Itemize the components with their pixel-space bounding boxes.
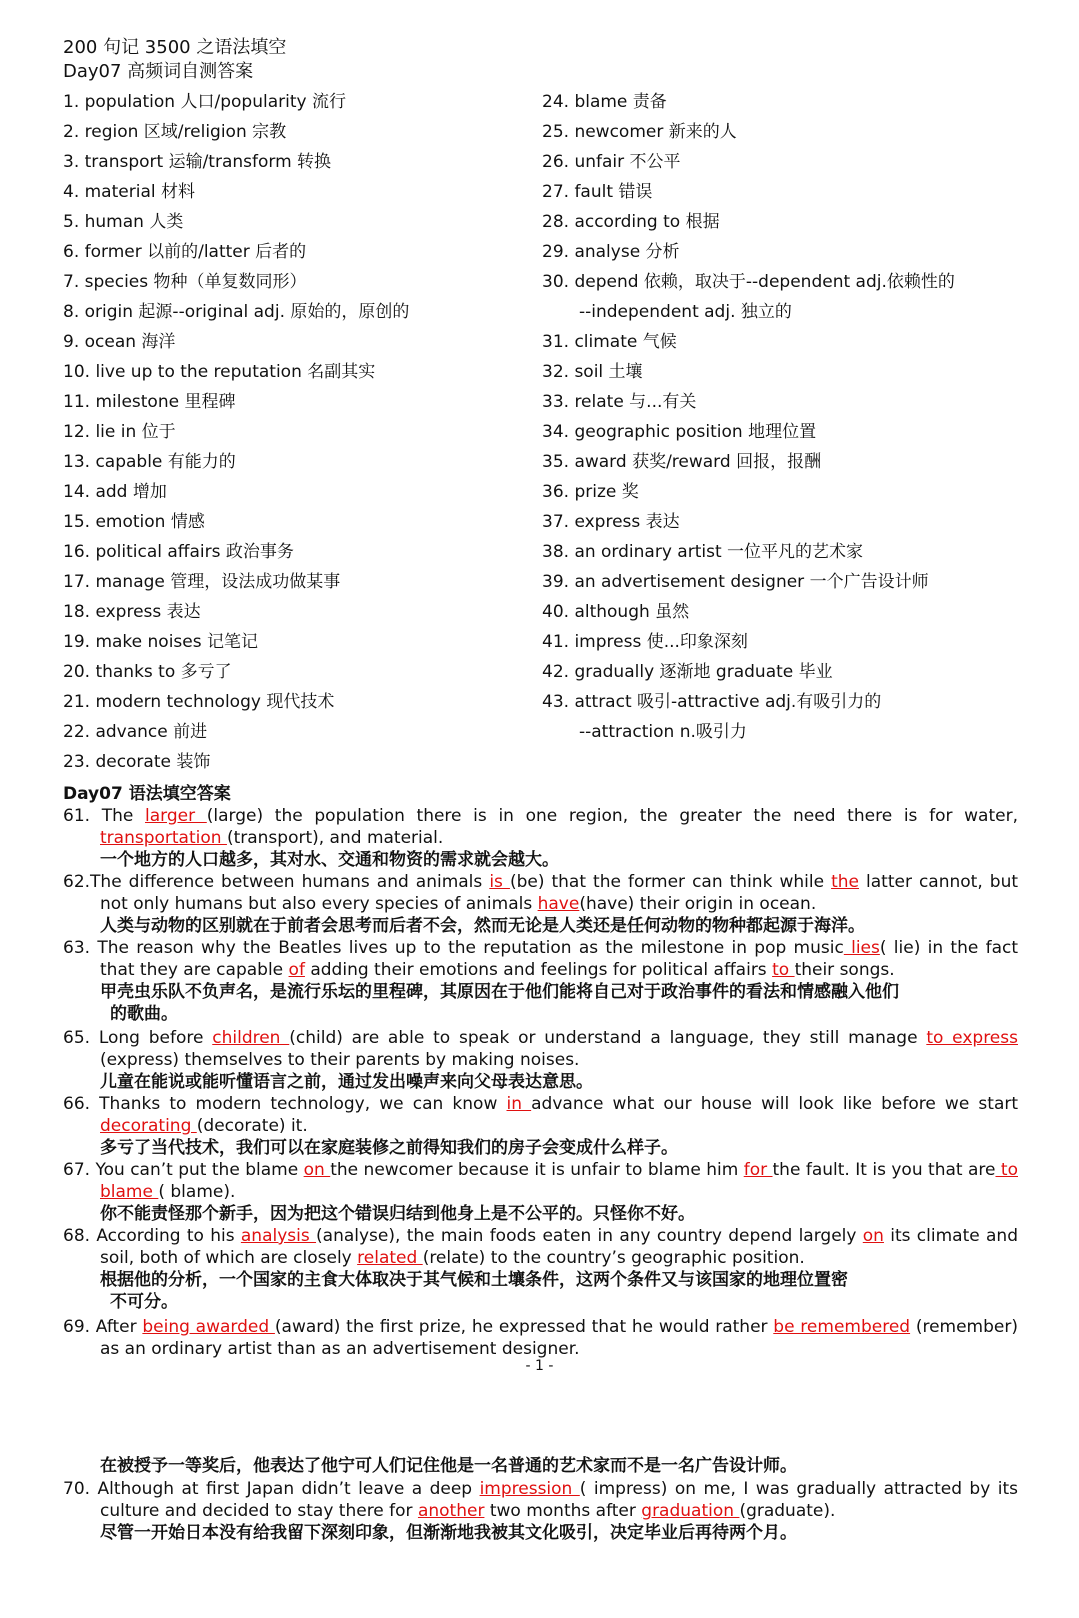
vocab-item: 32. soil 土壤: [542, 362, 643, 382]
answer-blank: transportation: [100, 828, 227, 848]
vocab-item: 17. manage 管理，设法成功做某事: [63, 572, 341, 592]
vocab-item: 14. add 增加: [63, 482, 167, 502]
answer-blank: to blame: [100, 1160, 1018, 1202]
vocab-item: 33. relate 与...有关: [542, 392, 697, 412]
vocab-item: 38. an ordinary artist 一位平凡的艺术家: [542, 542, 864, 562]
vocab-item: 4. material 材料: [63, 182, 195, 202]
vocab-item: 29. analyse 分析: [542, 242, 680, 262]
vocab-item: 27. fault 错误: [542, 182, 653, 202]
vocab-item: 28. according to 根据: [542, 212, 720, 232]
vocab-item: 12. lie in 位于: [63, 422, 176, 442]
vocab-item: 1. population 人口/popularity 流行: [63, 92, 346, 112]
question-67: 67. You can’t put the blame on the newcomer because it is unfair to blame him for the fault. It is you that are to blame ( blame).: [63, 1160, 1018, 1202]
question-block: [63, 805, 1018, 871]
vocab-item: 22. advance 前进: [63, 722, 208, 742]
answer-blank: being awarded: [142, 1317, 275, 1337]
translation-66: 多亏了当代技术，我们可以在家庭装修之前得知我们的房子会变成什么样子。: [100, 1138, 678, 1158]
question-block: [63, 1093, 1018, 1159]
answer-blank: related: [357, 1248, 423, 1268]
vocab-item: 24. blame 责备: [542, 92, 667, 112]
answer-blank: is: [489, 872, 510, 892]
translation-62: 人类与动物的区别就在于前者会思考而后者不会，然而无论是人类还是任何动物的物种都起源于海洋。: [100, 916, 865, 936]
answer-blank: the: [831, 872, 859, 892]
translation-65: 儿童在能说或能听懂语言之前，通过发出噪声来向父母表达意思。: [100, 1072, 593, 1092]
vocab-item: 18. express 表达: [63, 602, 201, 622]
answer-blank: have: [537, 894, 580, 914]
question-62: 62.The difference between humans and animals is (be) that the former can think while the latter cannot, but not only humans but also every species of animals have(have) their origin in ocean.: [63, 872, 1019, 914]
answer-blank: on: [862, 1226, 884, 1246]
vocab-list-right: [542, 87, 955, 747]
vocab-item: 35. award 获奖/reward 回报，报酬: [542, 452, 822, 472]
answer-blank: analysis: [240, 1226, 317, 1246]
vocab-item: 31. climate 气候: [542, 332, 677, 352]
question-63: 63. The reason why the Beatles lives up to the reputation as the milestone in pop music lies( lie) in the fact that they are capable of adding their emotions and feelings for political affairs to their songs.: [63, 938, 1018, 980]
doc-subtitle: Day07 高频词自测答案: [63, 61, 254, 82]
vocab-item: 13. capable 有能力的: [63, 452, 236, 472]
question-block: [63, 871, 1018, 937]
answer-blank: to express: [926, 1028, 1018, 1048]
translation-68-cont: 不可分。: [110, 1292, 178, 1312]
vocab-item: 36. prize 奖: [542, 482, 639, 502]
vocab-item: 30. depend 依赖，取决于--dependent adj.依赖性的: [542, 272, 955, 292]
vocab-item: 15. emotion 情感: [63, 512, 205, 532]
answer-blank: be remembered: [773, 1317, 911, 1337]
question-61: 61. The larger (large) the population there is in one region, the greater the need there is for water, transportation (transport), and material.: [63, 806, 1018, 848]
answer-blank: decorating: [100, 1116, 197, 1136]
vocab-item: 3. transport 运输/transform 转换: [63, 152, 332, 172]
vocab-item: 11. milestone 里程碑: [63, 392, 236, 412]
translation-67: 你不能责怪那个新手，因为把这个错误归结到他身上是不公平的。只怪你不好。: [100, 1204, 695, 1224]
answer-blank: graduation: [641, 1501, 740, 1521]
translation-63: 甲壳虫乐队不负声名，是流行乐坛的里程碑，其原因在于他们能将自己对于政治事件的看法和情感融入他们: [100, 982, 899, 1002]
question-block: [63, 937, 1018, 1025]
vocab-item: 5. human 人类: [63, 212, 184, 232]
question-65: 65. Long before children (child) are able to speak or understand a language, they still manage to express (express) themselves to their parents by making noises.: [63, 1028, 1018, 1070]
answer-blank: children: [212, 1028, 290, 1048]
vocab-item: 6. former 以前的/latter 后者的: [63, 242, 307, 262]
vocab-item: 20. thanks to 多亏了: [63, 662, 232, 682]
doc-title: 200 句记 3500 之语法填空: [63, 37, 287, 58]
question-69: 69. After being awarded (award) the first prize, he expressed that he would rather be remembered (remember) as an ordinary artist than as an advertisement designer.: [63, 1317, 1018, 1359]
answer-blank: lies: [843, 938, 880, 958]
question-68: 68. According to his analysis (analyse), the main foods eaten in any country depend largely on its climate and soil, both of which are closely related (relate) to the country’s geographic position.: [63, 1226, 1018, 1268]
page-number: - 1 -: [525, 1358, 554, 1374]
answer-blank: larger: [145, 806, 207, 826]
question-block: [63, 1027, 1018, 1093]
vocab-item: 23. decorate 装饰: [63, 752, 211, 772]
vocab-item: 7. species 物种（单复数同形）: [63, 272, 307, 292]
vocab-item: 40. although 虽然: [542, 602, 690, 622]
vocab-item: 39. an advertisement designer 一个广告设计师: [542, 572, 929, 592]
vocab-item-continuation: --attraction n.吸引力: [579, 722, 747, 742]
vocab-item: 43. attract 吸引-attractive adj.有吸引力的: [542, 692, 882, 712]
vocab-item: 8. origin 起源--original adj. 原始的，原创的: [63, 302, 410, 322]
answer-blank: in: [506, 1094, 532, 1114]
vocab-item: 2. region 区域/religion 宗教: [63, 122, 287, 142]
vocab-item: 41. impress 使...印象深刻: [542, 632, 748, 652]
question-block: [63, 1225, 1018, 1313]
translation-69: 在被授予一等奖后，他表达了他宁可人们记住他是一名普通的艺术家而不是一名广告设计师。: [100, 1456, 797, 1476]
vocab-item-continuation: --independent adj. 独立的: [579, 302, 792, 322]
section-title: Day07 语法填空答案: [63, 784, 231, 804]
vocab-item: 19. make noises 记笔记: [63, 632, 258, 652]
vocab-item: 37. express 表达: [542, 512, 680, 532]
question-block: [63, 1159, 1018, 1225]
question-66: 66. Thanks to modern technology, we can know in advance what our house will look like before we start decorating (decorate) it.: [63, 1094, 1019, 1136]
vocab-item: 10. live up to the reputation 名副其实: [63, 362, 376, 382]
answer-blank: another: [417, 1501, 485, 1521]
answer-blank: for: [743, 1160, 773, 1180]
translation-70: 尽管一开始日本没有给我留下深刻印象，但渐渐地我被其文化吸引，决定毕业后再待两个月。: [100, 1523, 797, 1543]
vocab-item: 25. newcomer 新来的人: [542, 122, 737, 142]
vocab-list-left: [63, 87, 409, 777]
vocab-item: 26. unfair 不公平: [542, 152, 681, 172]
vocab-item: 21. modern technology 现代技术: [63, 692, 335, 712]
translation-68: 根据他的分析，一个国家的主食大体取决于其气候和土壤条件，这两个条件又与该国家的地理位置密: [100, 1270, 848, 1290]
answer-blank: to: [772, 960, 795, 980]
question-block: [63, 1455, 1018, 1477]
vocab-item: 9. ocean 海洋: [63, 332, 176, 352]
answer-blank: on: [303, 1160, 331, 1180]
vocab-item: 42. gradually 逐渐地 graduate 毕业: [542, 662, 833, 682]
answer-blank: of: [288, 960, 305, 980]
question-70: 70. Although at first Japan didn’t leave a deep impression ( impress) on me, I was gradually attracted by its culture and decided to stay there for another two months after graduation (graduate).: [63, 1479, 1018, 1521]
question-block: [63, 1478, 1018, 1544]
answer-blank: impression: [479, 1479, 580, 1499]
translation-63-cont: 的歌曲。: [110, 1004, 178, 1024]
translation-61: 一个地方的人口越多，其对水、交通和物资的需求就会越大。: [100, 850, 559, 870]
vocab-item: 34. geographic position 地理位置: [542, 422, 817, 442]
question-block: [63, 1316, 1018, 1360]
vocab-item: 16. political affairs 政治事务: [63, 542, 294, 562]
